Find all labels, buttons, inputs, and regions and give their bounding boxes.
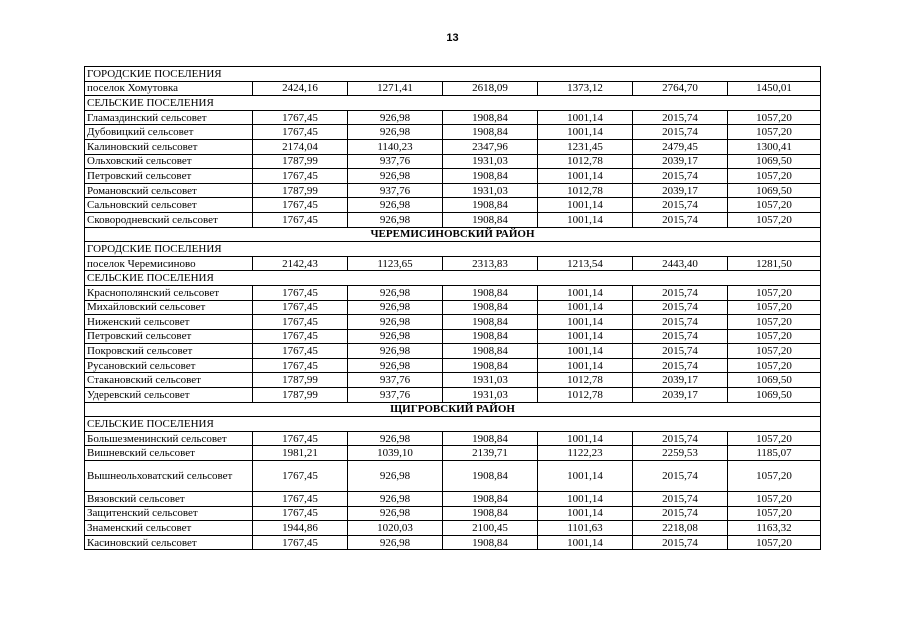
value-cell: 2015,74 [633,212,728,227]
value-cell: 2347,96 [443,139,538,154]
table-row [85,315,821,330]
settlement-name: Краснополянский сельсовет [85,285,253,300]
value-cell: 1908,84 [443,169,538,184]
value-cell: 2015,74 [633,329,728,344]
value-cell: 2479,45 [633,139,728,154]
value-cell: 2015,74 [633,300,728,315]
district-header-row [85,402,821,417]
value-cell: 1140,23 [348,139,443,154]
value-cell: 1001,14 [538,285,633,300]
section-label: СЕЛЬСКИЕ ПОСЕЛЕНИЯ [85,417,821,432]
value-cell: 926,98 [348,492,443,507]
section-header-row [85,271,821,286]
table-row [85,183,821,198]
value-cell: 1069,50 [728,373,821,388]
table-row [85,431,821,446]
value-cell: 1012,78 [538,373,633,388]
table-row [85,373,821,388]
value-cell: 1767,45 [253,285,348,300]
value-cell: 1001,14 [538,198,633,213]
value-cell: 1767,45 [253,125,348,140]
value-cell: 1787,99 [253,373,348,388]
value-cell: 1057,20 [728,492,821,507]
value-cell: 1931,03 [443,183,538,198]
value-cell: 1767,45 [253,461,348,492]
value-cell: 1908,84 [443,110,538,125]
table-row [85,344,821,359]
value-cell: 2015,74 [633,431,728,446]
settlement-name: Сковородневский сельсовет [85,212,253,227]
value-cell: 937,76 [348,388,443,403]
value-cell: 926,98 [348,344,443,359]
value-cell: 2764,70 [633,81,728,96]
value-cell: 2015,74 [633,315,728,330]
settlement-name: Большезменинский сельсовет [85,431,253,446]
value-cell: 1057,20 [728,461,821,492]
value-cell: 1001,14 [538,212,633,227]
table-row [85,285,821,300]
value-cell: 926,98 [348,300,443,315]
tariff-table [84,66,821,550]
value-cell: 2015,74 [633,358,728,373]
value-cell: 1012,78 [538,154,633,169]
value-cell: 1908,84 [443,506,538,521]
value-cell: 1944,86 [253,521,348,536]
value-cell: 1012,78 [538,183,633,198]
value-cell: 1908,84 [443,329,538,344]
value-cell: 1908,84 [443,344,538,359]
value-cell: 1931,03 [443,154,538,169]
table-row [85,212,821,227]
settlement-name: Калиновский сельсовет [85,139,253,154]
value-cell: 1001,14 [538,492,633,507]
value-cell: 1908,84 [443,300,538,315]
value-cell: 1020,03 [348,521,443,536]
value-cell: 926,98 [348,212,443,227]
value-cell: 1057,20 [728,329,821,344]
value-cell: 2015,74 [633,506,728,521]
value-cell: 1908,84 [443,492,538,507]
value-cell: 1767,45 [253,431,348,446]
value-cell: 926,98 [348,431,443,446]
value-cell: 1908,84 [443,535,538,550]
settlement-name: Петровский сельсовет [85,329,253,344]
value-cell: 2424,16 [253,81,348,96]
table-row [85,169,821,184]
value-cell: 1931,03 [443,388,538,403]
value-cell: 1767,45 [253,300,348,315]
table-row [85,461,821,492]
settlement-name: Защитенский сельсовет [85,506,253,521]
value-cell: 1231,45 [538,139,633,154]
value-cell: 926,98 [348,110,443,125]
value-cell: 1001,14 [538,110,633,125]
settlement-name: Петровский сельсовет [85,169,253,184]
value-cell: 1057,20 [728,300,821,315]
value-cell: 1908,84 [443,431,538,446]
page-number: 13 [446,32,459,44]
value-cell: 1213,54 [538,256,633,271]
settlement-name: Ольховский сельсовет [85,154,253,169]
settlement-name: Гламаздинский сельсовет [85,110,253,125]
district-label: ЩИГРОВСКИЙ РАЙОН [85,402,821,417]
value-cell: 2015,74 [633,285,728,300]
value-cell: 2039,17 [633,373,728,388]
value-cell: 1767,45 [253,198,348,213]
value-cell: 926,98 [348,358,443,373]
value-cell: 1001,14 [538,344,633,359]
value-cell: 2015,74 [633,110,728,125]
value-cell: 1981,21 [253,446,348,461]
value-cell: 1057,20 [728,169,821,184]
settlement-name: Удеревский сельсовет [85,388,253,403]
table-row [85,139,821,154]
value-cell: 926,98 [348,285,443,300]
value-cell: 926,98 [348,461,443,492]
value-cell: 1767,45 [253,344,348,359]
section-label: ГОРОДСКИЕ ПОСЕЛЕНИЯ [85,242,821,257]
value-cell: 1281,50 [728,256,821,271]
settlement-name: Вишневский сельсовет [85,446,253,461]
value-cell: 1373,12 [538,81,633,96]
value-cell: 2618,09 [443,81,538,96]
value-cell: 937,76 [348,373,443,388]
table-row [85,125,821,140]
value-cell: 1163,32 [728,521,821,536]
value-cell: 1057,20 [728,358,821,373]
value-cell: 2015,74 [633,461,728,492]
value-cell: 1057,20 [728,125,821,140]
value-cell: 1908,84 [443,212,538,227]
district-header-row [85,227,821,242]
value-cell: 1787,99 [253,154,348,169]
value-cell: 1012,78 [538,388,633,403]
value-cell: 1122,23 [538,446,633,461]
table-row [85,446,821,461]
value-cell: 1069,50 [728,388,821,403]
district-label: ЧЕРЕМИСИНОВСКИЙ РАЙОН [85,227,821,242]
settlement-name: Сальновский сельсовет [85,198,253,213]
value-cell: 2039,17 [633,183,728,198]
value-cell: 2015,74 [633,169,728,184]
value-cell: 926,98 [348,198,443,213]
value-cell: 1767,45 [253,329,348,344]
value-cell: 937,76 [348,183,443,198]
value-cell: 2039,17 [633,388,728,403]
value-cell: 1069,50 [728,154,821,169]
value-cell: 1101,63 [538,521,633,536]
value-cell: 2039,17 [633,154,728,169]
value-cell: 1450,01 [728,81,821,96]
value-cell: 926,98 [348,125,443,140]
settlement-name: Вышнеольховатский сельсовет [85,461,253,492]
settlement-name: Михайловский сельсовет [85,300,253,315]
table-row [85,154,821,169]
table-row [85,388,821,403]
value-cell: 1908,84 [443,461,538,492]
settlement-name: Знаменский сельсовет [85,521,253,536]
table-row [85,256,821,271]
value-cell: 1001,14 [538,358,633,373]
value-cell: 1908,84 [443,358,538,373]
value-cell: 2443,40 [633,256,728,271]
settlement-name: Стакановский сельсовет [85,373,253,388]
value-cell: 1069,50 [728,183,821,198]
value-cell: 1001,14 [538,506,633,521]
value-cell: 1767,45 [253,535,348,550]
value-cell: 1001,14 [538,461,633,492]
value-cell: 1767,45 [253,358,348,373]
settlement-name: поселок Черемисиново [85,256,253,271]
value-cell: 926,98 [348,169,443,184]
value-cell: 1057,20 [728,431,821,446]
settlement-name: Ниженский сельсовет [85,315,253,330]
value-cell: 2313,83 [443,256,538,271]
value-cell: 2139,71 [443,446,538,461]
table-row [85,492,821,507]
table-row [85,521,821,536]
value-cell: 1001,14 [538,329,633,344]
value-cell: 1767,45 [253,492,348,507]
settlement-name: Дубовицкий сельсовет [85,125,253,140]
value-cell: 926,98 [348,506,443,521]
value-cell: 1300,41 [728,139,821,154]
value-cell: 1931,03 [443,373,538,388]
value-cell: 2142,43 [253,256,348,271]
table-body [85,67,821,550]
value-cell: 2015,74 [633,535,728,550]
value-cell: 1767,45 [253,110,348,125]
value-cell: 2259,53 [633,446,728,461]
section-label: ГОРОДСКИЕ ПОСЕЛЕНИЯ [85,67,821,82]
value-cell: 2015,74 [633,492,728,507]
value-cell: 1001,14 [538,300,633,315]
settlement-name: поселок Хомутовка [85,81,253,96]
value-cell: 2015,74 [633,198,728,213]
value-cell: 1057,20 [728,110,821,125]
section-label: СЕЛЬСКИЕ ПОСЕЛЕНИЯ [85,271,821,286]
value-cell: 1001,14 [538,169,633,184]
value-cell: 1271,41 [348,81,443,96]
value-cell: 1908,84 [443,285,538,300]
table-row [85,300,821,315]
value-cell: 2174,04 [253,139,348,154]
value-cell: 1001,14 [538,431,633,446]
value-cell: 1057,20 [728,506,821,521]
value-cell: 1057,20 [728,198,821,213]
table-row [85,329,821,344]
value-cell: 1185,07 [728,446,821,461]
table-row [85,535,821,550]
value-cell: 937,76 [348,154,443,169]
value-cell: 2218,08 [633,521,728,536]
settlement-name: Русановский сельсовет [85,358,253,373]
table-row [85,110,821,125]
value-cell: 1767,45 [253,212,348,227]
value-cell: 926,98 [348,315,443,330]
settlement-name: Вязовский сельсовет [85,492,253,507]
settlement-name: Касиновский сельсовет [85,535,253,550]
value-cell: 1001,14 [538,125,633,140]
value-cell: 2100,45 [443,521,538,536]
section-header-row [85,417,821,432]
value-cell: 1787,99 [253,183,348,198]
value-cell: 1001,14 [538,315,633,330]
value-cell: 926,98 [348,329,443,344]
value-cell: 1123,65 [348,256,443,271]
section-header-row [85,242,821,257]
value-cell: 1057,20 [728,285,821,300]
value-cell: 1767,45 [253,315,348,330]
settlement-name: Покровский сельсовет [85,344,253,359]
value-cell: 1908,84 [443,125,538,140]
table-row [85,358,821,373]
section-header-row [85,96,821,111]
value-cell: 2015,74 [633,125,728,140]
table-row [85,81,821,96]
section-label: СЕЛЬСКИЕ ПОСЕЛЕНИЯ [85,96,821,111]
settlement-name: Романовский сельсовет [85,183,253,198]
value-cell: 1001,14 [538,535,633,550]
table-row [85,506,821,521]
value-cell: 1057,20 [728,535,821,550]
table-row [85,198,821,213]
value-cell: 2015,74 [633,344,728,359]
section-header-row [85,67,821,82]
value-cell: 1767,45 [253,506,348,521]
value-cell: 1057,20 [728,315,821,330]
value-cell: 1057,20 [728,212,821,227]
value-cell: 1787,99 [253,388,348,403]
value-cell: 1908,84 [443,315,538,330]
value-cell: 1039,10 [348,446,443,461]
value-cell: 1767,45 [253,169,348,184]
value-cell: 926,98 [348,535,443,550]
value-cell: 1057,20 [728,344,821,359]
value-cell: 1908,84 [443,198,538,213]
